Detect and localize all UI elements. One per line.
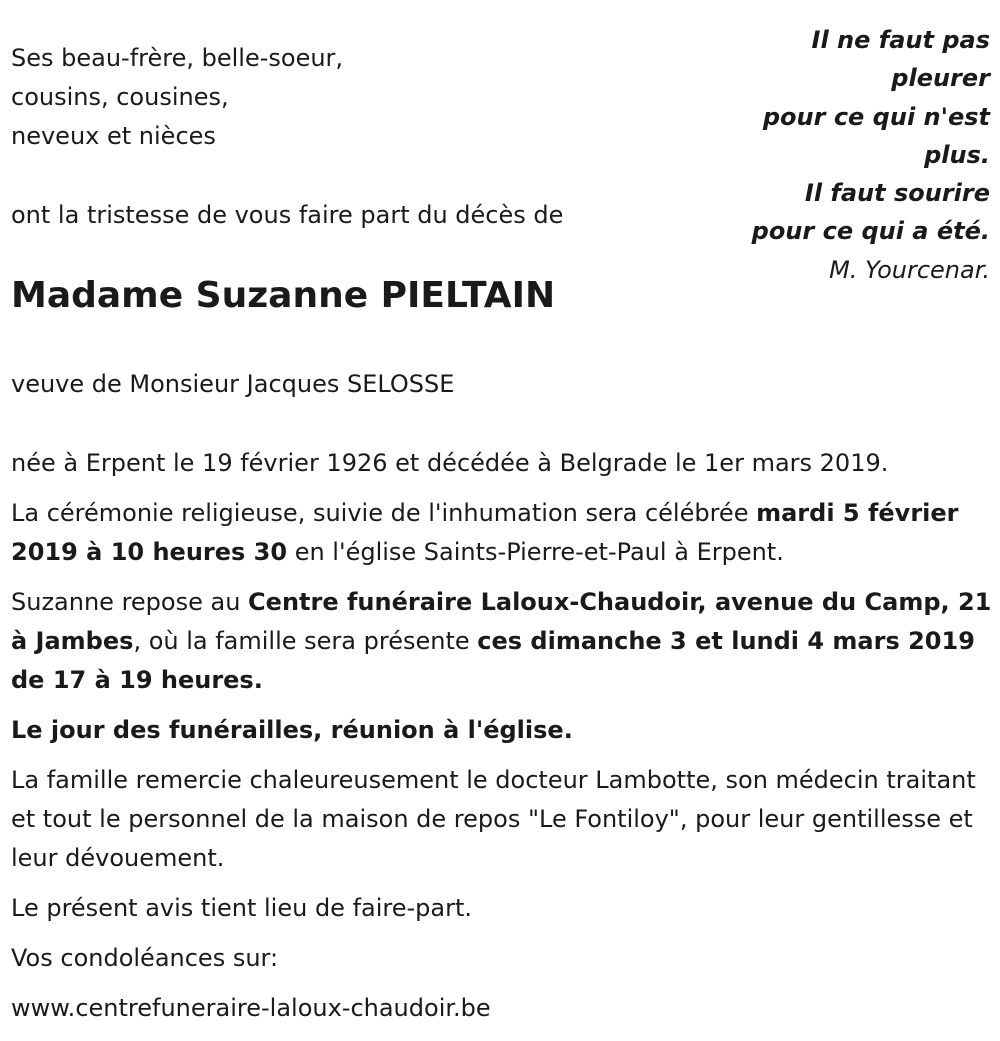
condolences-label: Vos condoléances sur: [11,944,279,972]
thanks-text: La famille remercie chaleureusement le docteur Lambotte, son médecin traitant et tout le personnel de la maison de repos "Le Fontiloy", pour leur gentillesse et leur dévouement. [11,766,976,872]
ceremony-date: mardi 5 février 2019 à 10 heures 30 [11,499,959,566]
quote-author: M. Yourcenar. [829,255,990,284]
quote-line: Il faut sourire [804,179,990,208]
family-line: Ses beau-frère, belle-soeur, [11,44,344,72]
meeting-text: Le jour des funérailles, réunion à l'église. [11,716,573,744]
quote-line: Il ne faut pas [811,26,990,54]
notice-body [11,444,996,1039]
repose-text [11,583,996,700]
quote-block [740,21,990,289]
family-line: cousins, cousines, [11,83,229,111]
quote-line: pour ce qui n'est [762,102,990,131]
widow-of-text: veuve de Monsieur Jacques SELOSSE [11,370,455,398]
family-line: neveux et nièces [11,122,216,150]
repose-pre: Suzanne repose au [11,588,249,616]
repose-times: ces dimanche 3 et lundi 4 mars 2019 de 17 à 19 heures. [11,627,975,694]
quote-line: plus. [924,140,990,169]
birth-death-text: née à Erpent le 19 février 1926 et décédée à Belgrade le 1er mars 2019. [11,449,889,477]
ceremony-pre: La cérémonie religieuse, suivie de l'inhumation sera célébrée [11,499,757,527]
repose-mid: , où la famille sera présente [133,627,478,655]
quote-line: pleurer [891,64,990,93]
website-link[interactable]: www.centrefuneraire-laloux-chaudoir.be [11,994,491,1022]
quote-line: pour ce qui a été. [751,217,990,246]
ceremony-post: en l'église Saints-Pierre-et-Paul à Erpent. [287,538,784,566]
deceased-name: Madame Suzanne PIELTAIN [11,275,556,316]
family-list [11,39,571,156]
intro-text: ont la tristesse de vous faire part du décès de [11,201,564,229]
ceremony-text [11,494,996,572]
notice-text: Le présent avis tient lieu de faire-part. [11,894,473,922]
repose-place: Centre funéraire Laloux-Chaudoir, avenue du Camp, 21 à Jambes [11,588,992,655]
